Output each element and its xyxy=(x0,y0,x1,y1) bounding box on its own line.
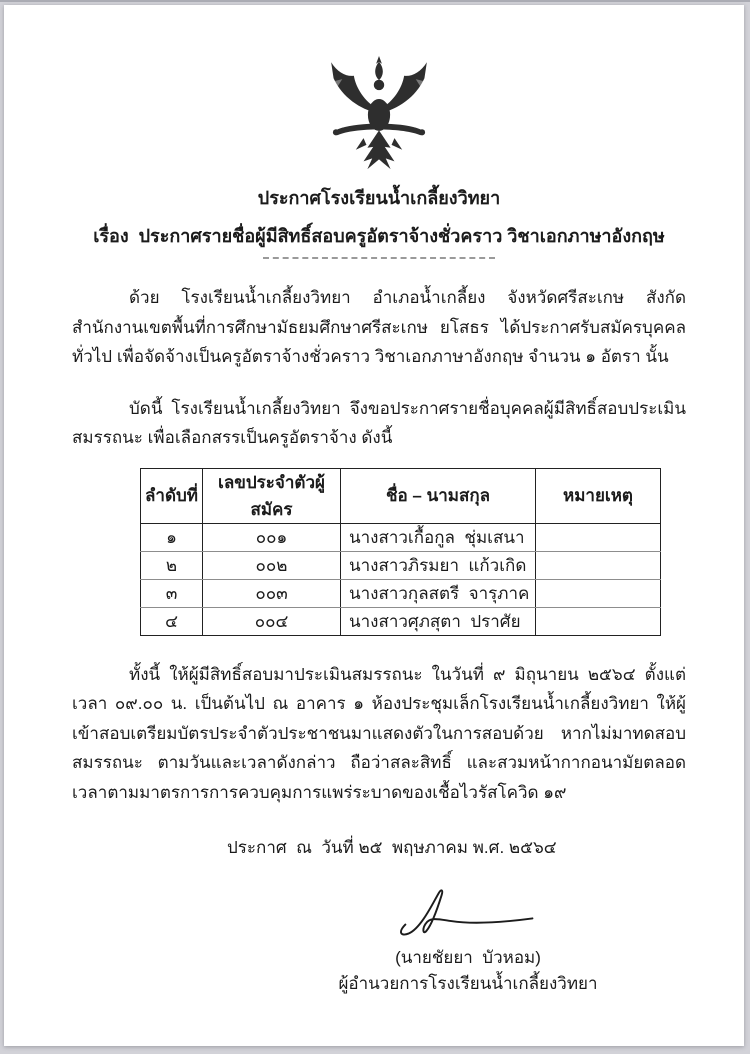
id-cell: ๐๐๔ xyxy=(203,607,341,635)
note-cell xyxy=(536,523,661,551)
name-cell: นางสาวกุลสตรี จารุภาค xyxy=(341,579,536,607)
window-top-edge xyxy=(0,0,750,2)
document-content xyxy=(4,55,744,997)
announcement-title: ประกาศโรงเรียนน้ำเกลี้ยงวิทยา xyxy=(257,188,501,208)
paragraph-announce: บัดนี้ โรงเรียนน้ำเกลี้ยงวิทยา จึงขอประกาศรายชื่อบุคคลผู้มีสิทธิ์สอบประเมินสมรรถนะ เพื่อเลือกสรรเป็นครูอัตราจ้าง ดังนี้ xyxy=(72,398,686,447)
announcement-subject: เรื่อง ประกาศรายชื่อผู้มีสิทธิ์สอบครูอัตราจ้างชั่วคราว วิชาเอกภาษาอังกฤษ xyxy=(93,226,665,246)
note-cell xyxy=(536,579,661,607)
paragraph-exam-details: ทั้งนี้ ให้ผู้มีสิทธิ์สอบมาประเมินสมรรถนะ ในวันที่ ๙ มิถุนายน ๒๕๖๔ ตั้งแต่เวลา ๐๙.๐๐ น. เป็นต้นไป ณ อาคาร ๑ ห้องประชุมเล็กโรงเรียนน้ำเกลี้ยงวิทยา ให้ผู้เข้าสอบเตรียมบัตรประจำตัวประชาชนมาแสดงตัวในการสอบด้วย หากไม่มาทดสอบสมรรถนะ ตามวันและเวลาดังกล่าว ถือว่าสละสิทธิ์ และสวมหน้ากากอนามัยตลอดเวลาตามมาตรการการควบคุมการแพร่ระบาดของเชื้อไวรัสโควิด ๑๙ xyxy=(72,664,686,802)
paragraph-intro: ด้วย โรงเรียนน้ำเกลี้ยงวิทยา อำเภอน้ำเกลี้ยง จังหวัดศรีสะเกษ สังกัดสำนักงานเขตพื้นที่การศึกษามัธยมศึกษาศรีสะเกษ ยโสธร ได้ประกาศรับสมัครบุคคลทั่วไป เพื่อจัดจ้างเป็นครูอัตราจ้างชั่วคราว วิชาเอกภาษาอังกฤษ จำนวน ๑ อัตรา นั้น xyxy=(72,288,686,366)
id-cell: ๐๐๓ xyxy=(203,579,341,607)
table-header-row xyxy=(141,468,661,523)
header-applicant-id: เลขประจำตัวผู้สมัคร xyxy=(203,468,341,523)
name-cell: นางสาวภิรมยา แก้วเกิด xyxy=(341,551,536,579)
table-row xyxy=(141,523,661,551)
signer-name: (นายชัยยา บัวหอม) xyxy=(395,948,541,967)
table-row xyxy=(141,579,661,607)
header-order: ลำดับที่ xyxy=(141,468,203,523)
note-cell xyxy=(536,607,661,635)
order-cell: ๑ xyxy=(141,523,203,551)
issued-date-line: ประกาศ ณ วันที่ ๒๕ พฤษภาคม พ.ศ. ๒๕๖๔ xyxy=(227,838,557,857)
garuda-emblem-icon xyxy=(321,55,437,171)
header-name: ชื่อ – นามสกุล xyxy=(341,468,536,523)
emblem-container xyxy=(72,55,686,173)
order-cell: ๒ xyxy=(141,551,203,579)
signer-title: ผู้อำนวยการโรงเรียนน้ำเกลี้ยงวิทยา xyxy=(338,974,598,993)
signature-block xyxy=(318,887,618,997)
dashed-separator xyxy=(263,257,495,259)
order-cell: ๓ xyxy=(141,579,203,607)
note-cell xyxy=(536,551,661,579)
table-row xyxy=(141,607,661,635)
applicants-table xyxy=(140,468,661,636)
table-row xyxy=(141,551,661,579)
name-cell: นางสาวเกื้อกูล ชุ่มเสนา xyxy=(341,523,536,551)
order-cell: ๔ xyxy=(141,607,203,635)
document-page xyxy=(4,5,744,1046)
header-note: หมายเหตุ xyxy=(536,468,661,523)
signature-icon xyxy=(393,887,543,941)
id-cell: ๐๐๒ xyxy=(203,551,341,579)
name-cell: นางสาวศุภสุตา ปราศัย xyxy=(341,607,536,635)
id-cell: ๐๐๑ xyxy=(203,523,341,551)
